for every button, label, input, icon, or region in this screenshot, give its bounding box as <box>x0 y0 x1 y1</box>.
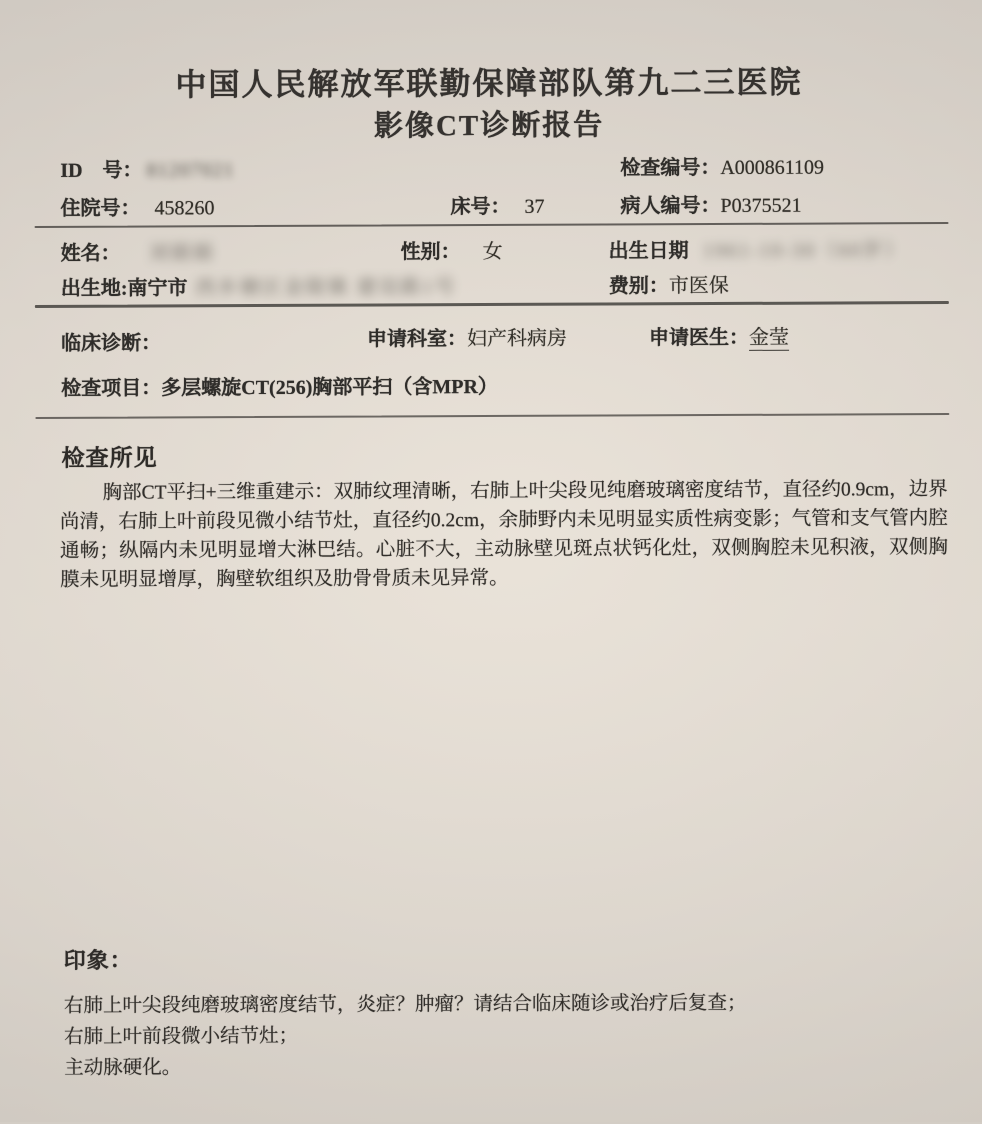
request-doctor <box>649 321 789 351</box>
exam-no <box>620 151 824 181</box>
name-value-redacted: 刘娟娟 <box>149 242 215 264</box>
clinical-dx <box>61 326 161 355</box>
birthplace-label: 出生地: <box>61 278 128 300</box>
impression-line-3: 主动脉硬化。 <box>64 1051 181 1080</box>
dob-value-redacted: 1961-10-30（60岁） <box>703 239 906 262</box>
hospital-name: 中国人民解放军联勤保障部队第九二三医院 <box>0 56 980 105</box>
sex-label: 性别： <box>401 241 461 263</box>
bed-value: 37 <box>524 196 544 218</box>
id-value-redacted: 81207021 <box>146 159 234 181</box>
doctor-value: 金莹 <box>749 327 789 351</box>
exam-item <box>61 370 498 401</box>
bed-label: 床号： <box>450 196 510 218</box>
patient-no <box>620 189 801 219</box>
admission-no <box>60 191 214 221</box>
name-label: 姓名： <box>61 243 121 265</box>
report-title: 影像CT诊断报告 <box>0 101 980 146</box>
exam-no-value: A000861109 <box>720 157 824 179</box>
findings-heading: 检查所见 <box>61 439 157 472</box>
dept-value: 妇产科病房 <box>467 328 567 350</box>
dob <box>609 233 906 263</box>
patient-no-value: P0375521 <box>720 195 801 217</box>
impression-heading: 印象： <box>64 944 133 975</box>
doctor-label: 申请医生： <box>649 327 749 349</box>
exam-item-label: 检查项目： <box>61 377 161 399</box>
patient-no-label: 病人编号： <box>620 195 720 217</box>
birthplace <box>61 270 457 301</box>
name-row <box>61 236 215 266</box>
exam-item-value: 多层螺旋CT(256)胸部平扫（含MPR） <box>161 376 498 399</box>
birthplace-city: 南宁市 <box>127 277 187 299</box>
id-row <box>60 153 234 183</box>
findings-body: 胸部CT平扫+三维重建示：双肺纹理清晰，右肺上叶尖段见纯磨玻璃密度结节，直径约0.9cm，边界尚清，右肺上叶前段见微小结节灶，直径约0.2cm，余肺野内未见明显实质性病变影；气管和支气管内腔通畅；纵隔内未见明显增大淋巴结。心脏不大，主动脉壁见斑点状钙化灶，双侧胸腔未见积液，双侧胸膜未见明显增厚，胸壁软组织及肋骨骨质未见异常。 <box>60 475 948 595</box>
birthplace-rest-redacted: 西乡塘区金陵镇 建设路1号 <box>195 276 456 299</box>
id-label: ID 号： <box>60 160 142 182</box>
fee-value: 市医保 <box>669 275 729 297</box>
dept-label: 申请科室： <box>367 328 467 350</box>
request-dept <box>367 322 567 352</box>
impression-line-1: 右肺上叶尖段纯磨玻璃密度结节，炎症？肿瘤？请结合临床随诊或治疗后复查； <box>64 987 747 1018</box>
fee-label: 费别： <box>609 275 669 297</box>
fee-type <box>609 269 729 299</box>
bed-no <box>450 190 544 219</box>
divider-request <box>35 413 949 419</box>
impression-line-2: 右肺上叶前段微小结节灶； <box>64 1020 298 1049</box>
divider-patient <box>35 301 949 308</box>
clinical-dx-label: 临床诊断： <box>61 332 161 354</box>
admission-label: 住院号： <box>60 198 140 220</box>
dob-label: 出生日期 <box>609 240 689 262</box>
exam-no-label: 检查编号： <box>620 157 720 179</box>
sex-value: 女 <box>483 241 503 263</box>
sex <box>401 235 503 264</box>
admission-value: 458260 <box>154 197 214 219</box>
divider-ids <box>35 222 949 228</box>
